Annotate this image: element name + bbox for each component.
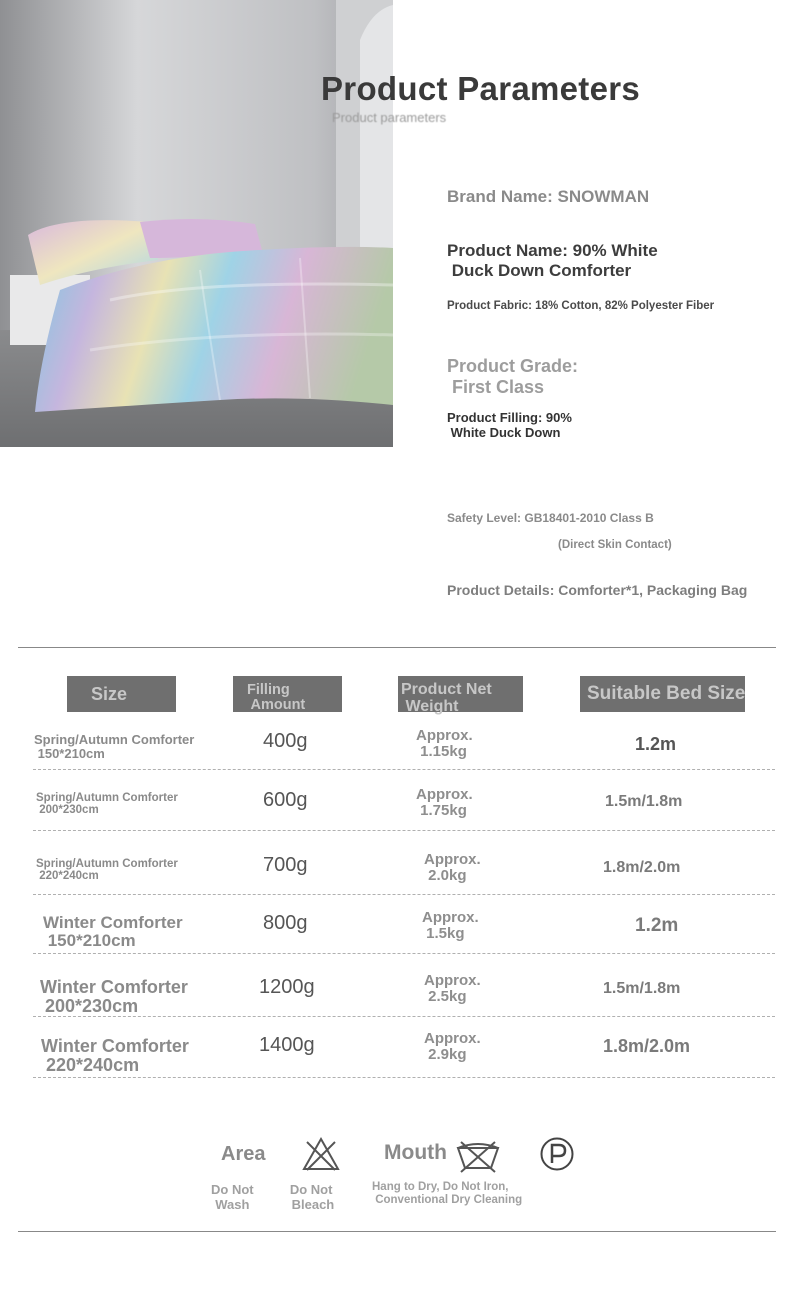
header-bed-size xyxy=(580,676,745,712)
divider xyxy=(18,1231,776,1232)
row-size: Winter Comforter 150*210cm xyxy=(43,913,183,950)
header-size xyxy=(67,676,176,712)
row-divider xyxy=(33,830,775,831)
row-divider xyxy=(33,894,775,895)
header-size-label: Size xyxy=(91,684,128,704)
care-area-label: Area xyxy=(221,1143,266,1165)
header-weight-label: Product Net Weight xyxy=(401,681,492,715)
header-bed-size-label: Suitable Bed Size xyxy=(587,683,746,704)
row-size: Winter Comforter 220*240cm xyxy=(41,1036,189,1075)
product-photo xyxy=(0,0,393,447)
spec-safety-note: (Direct Skin Contact) xyxy=(558,539,672,551)
spec-grade: Product Grade: First Class xyxy=(447,356,579,397)
care-no-bleach: Do Not Bleach xyxy=(289,1182,335,1212)
row-divider xyxy=(33,953,775,954)
divider xyxy=(18,647,776,648)
header-filling-label: Filling Amount xyxy=(247,682,306,714)
row-divider xyxy=(33,1016,775,1017)
care-mouth-label: Mouth xyxy=(384,1141,447,1164)
row-weight: Approx. 2.5kg xyxy=(424,972,481,1005)
page-title: Product Parameters xyxy=(321,70,641,107)
row-bed-size: 1.2m xyxy=(635,734,677,754)
row-bed-size: 1.8m/2.0m xyxy=(603,1036,691,1056)
row-filling: 400g xyxy=(263,730,308,752)
header-filling xyxy=(233,676,342,712)
row-bed-size: 1.5m/1.8m xyxy=(603,980,681,997)
row-filling: 1200g xyxy=(259,976,315,998)
row-size: Winter Comforter 200*230cm xyxy=(40,977,188,1016)
row-weight: Approx. 1.15kg xyxy=(416,727,473,760)
row-size: Spring/Autumn Comforter 220*240cm xyxy=(36,858,178,883)
care-dry-instructions: Hang to Dry, Do Not Iron, Conventional Dry Cleaning xyxy=(372,1181,523,1207)
row-weight: Approx. 1.5kg xyxy=(422,909,479,942)
row-weight: Approx. 2.0kg xyxy=(424,851,481,884)
row-bed-size: 1.5m/1.8m xyxy=(605,793,683,810)
row-bed-size: 1.2m xyxy=(635,915,679,936)
spec-filling: Product Filling: 90% White Duck Down xyxy=(447,410,572,440)
spec-safety: Safety Level: GB18401-2010 Class B xyxy=(447,511,654,525)
row-filling: 800g xyxy=(263,912,308,934)
header-weight xyxy=(398,676,523,715)
care-no-wash: Do Not Wash xyxy=(211,1182,254,1212)
row-filling: 600g xyxy=(263,789,308,811)
spec-details: Product Details: Comforter*1, Packaging Bag xyxy=(447,582,748,598)
spec-brand: Brand Name: SNOWMAN xyxy=(447,187,650,206)
row-bed-size: 1.8m/2.0m xyxy=(603,859,681,876)
spec-product-name: Product Name: 90% White Duck Down Comforter xyxy=(447,241,658,280)
row-size: Spring/Autumn Comforter 150*210cm xyxy=(34,732,195,761)
row-filling: 1400g xyxy=(259,1034,315,1056)
no-bleach-icon xyxy=(301,1136,341,1177)
no-tumble-dry-icon xyxy=(453,1138,503,1179)
row-weight: Approx. 1.75kg xyxy=(416,786,473,819)
page-subtitle: Product parameters xyxy=(332,110,447,125)
dry-clean-p-icon xyxy=(539,1136,575,1177)
row-weight: Approx. 2.9kg xyxy=(424,1030,481,1063)
row-divider xyxy=(33,769,775,770)
row-divider xyxy=(33,1077,775,1078)
spec-fabric: Product Fabric: 18% Cotton, 82% Polyester Fiber xyxy=(447,300,715,312)
row-size: Spring/Autumn Comforter 200*230cm xyxy=(36,792,178,817)
row-filling: 700g xyxy=(263,854,308,876)
